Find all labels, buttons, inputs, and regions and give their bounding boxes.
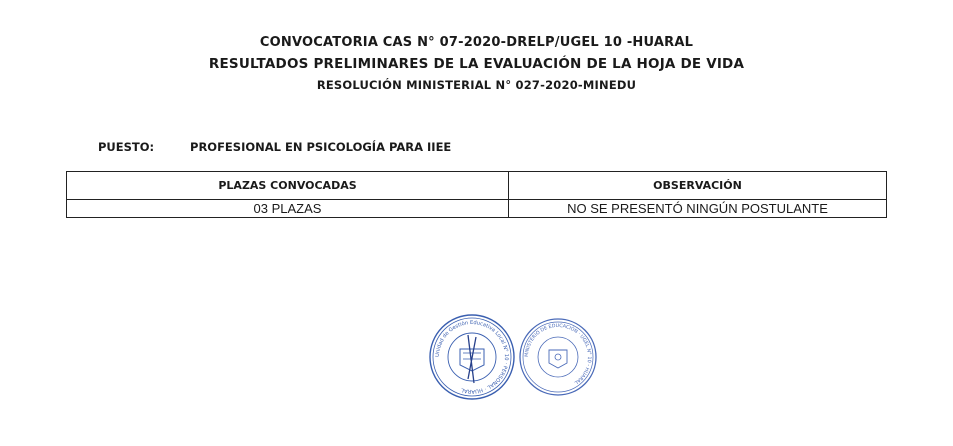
puesto-value: PROFESIONAL EN PSICOLOGÍA PARA IIEE bbox=[190, 140, 452, 154]
header-line-resolucion: RESOLUCIÓN MINISTERIAL N° 027-2020-MINEDU bbox=[316, 78, 637, 92]
table-header-row bbox=[67, 172, 887, 200]
ministerio-educacion-seal bbox=[518, 317, 598, 397]
cell-observacion: NO SE PRESENTÓ NINGÚN POSTULANTE bbox=[509, 200, 887, 218]
plazas-table bbox=[66, 171, 887, 218]
document-header bbox=[0, 33, 953, 95]
cell-plazas: 03 PLAZAS bbox=[67, 200, 509, 218]
ugel-huaral-seal bbox=[428, 313, 516, 401]
puesto-section bbox=[98, 140, 451, 154]
header-line-convocatoria: CONVOCATORIA CAS N° 07-2020-DRELP/UGEL 10 -HUARAL bbox=[259, 35, 694, 50]
header-line-resultados: RESULTADOS PRELIMINARES DE LA EVALUACIÓN DE LA HOJA DE VIDA bbox=[208, 56, 745, 72]
seals-area bbox=[428, 313, 608, 403]
puesto-label: PUESTO: bbox=[98, 140, 155, 154]
svg-text:Unidad de Gestión Educativa Lo: Unidad de Gestión Educativa Local N° 10 · PERSONAL · HUARAL bbox=[434, 319, 510, 395]
svg-text:MINISTERIO DE EDUCACIÓN · UGEL: MINISTERIO DE EDUCACIÓN · UGEL N° 10 - HUARAL bbox=[524, 323, 592, 385]
table-row bbox=[67, 200, 887, 218]
header-observacion: OBSERVACIÓN bbox=[509, 172, 887, 200]
header-plazas-convocadas: PLAZAS CONVOCADAS bbox=[67, 172, 509, 200]
